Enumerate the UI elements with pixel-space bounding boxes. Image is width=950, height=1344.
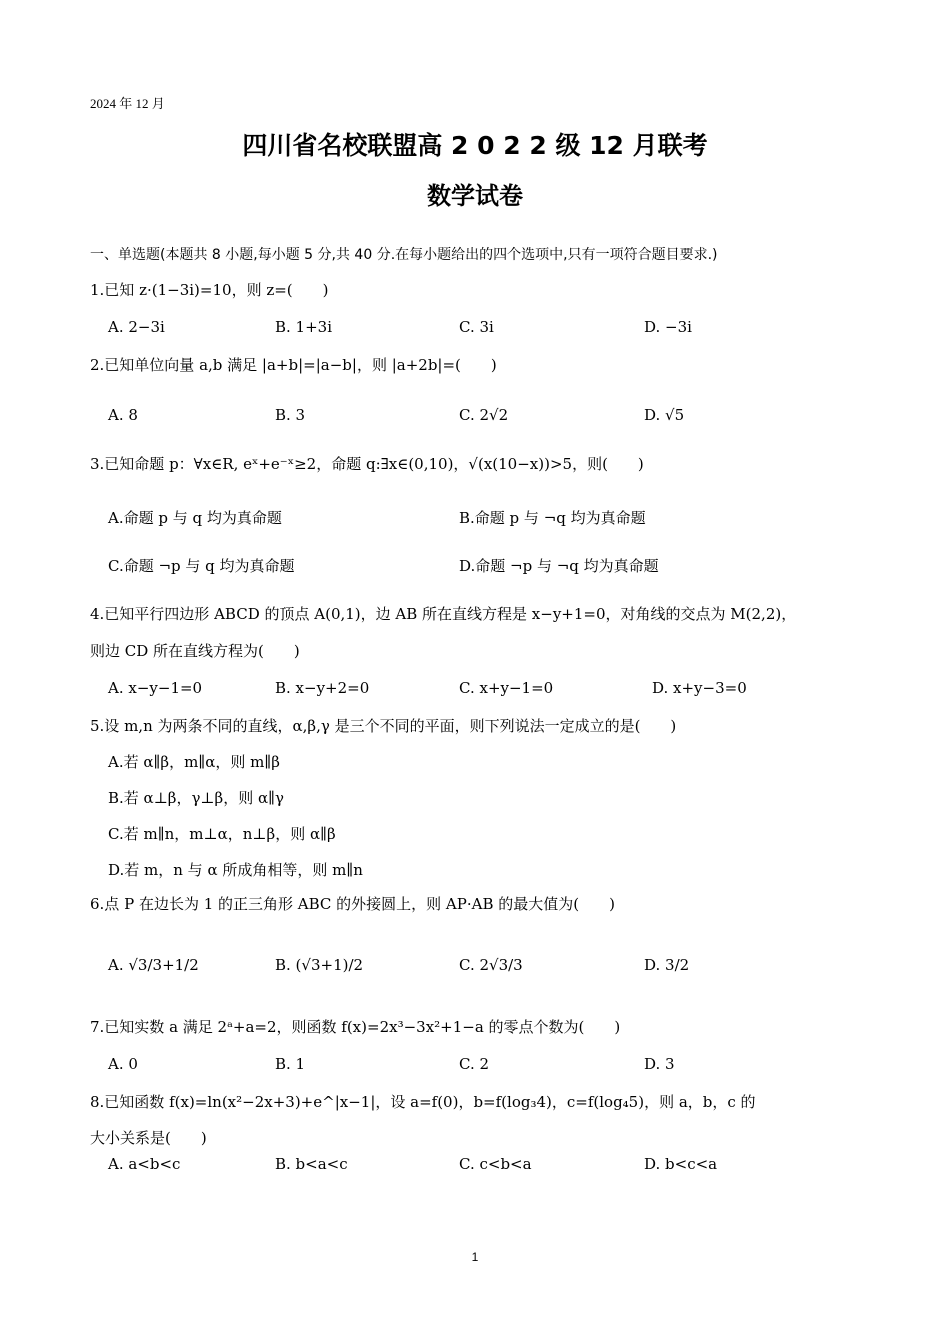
question-6-option-a: A. √3/3+1/2 (108, 956, 199, 974)
question-1-option-c: C. 3i (459, 318, 494, 336)
exam-date: 2024 年 12 月 (90, 96, 165, 111)
question-4-stem: 4.已知平行四边形 ABCD 的顶点 A(0,1)，边 AB 所在直线方程是 x−y+1=0，对角线的交点为 M(2,2)， (90, 605, 797, 623)
question-3-option-c: C.命题 ¬p 与 q 均为真命题 (108, 557, 295, 575)
question-4-option-c: C. x+y−1=0 (459, 679, 554, 697)
question-7-option-b: B. 1 (275, 1055, 306, 1073)
question-2-option-d: D. √5 (644, 406, 685, 424)
question-6-option-d: D. 3/2 (644, 956, 690, 974)
question-2-option-c: C. 2√2 (459, 406, 509, 424)
question-8-option-d: D. b<c<a (644, 1155, 718, 1173)
question-1-option-b: B. 1+3i (275, 318, 333, 336)
question-6-stem: 6.点 P 在边长为 1 的正三角形 ABC 的外接圆上，则 AP·AB 的最大值为( ) (90, 895, 615, 913)
exam-subtitle: 数学试卷 (427, 182, 523, 210)
question-7-option-d: D. 3 (644, 1055, 675, 1073)
question-8-stem: 8.已知函数 f(x)=ln(x²−2x+3)+e^|x−1|，设 a=f(0)，b=f(log₃4)，c=f(log₄5)，则 a，b，c 的 (90, 1093, 756, 1111)
page-number: 1 (471, 1250, 479, 1264)
question-3-option-a: A.命题 p 与 q 均为真命题 (108, 509, 282, 527)
question-1-option-a: A. 2−3i (108, 318, 165, 336)
question-6-option-c: C. 2√3/3 (459, 956, 523, 974)
question-2-option-a: A. 8 (108, 406, 138, 424)
question-7-stem: 7.已知实数 a 满足 2ᵃ+a=2，则函数 f(x)=2x³−3x²+1−a 的零点个数为( ) (90, 1018, 621, 1036)
question-6-option-b: B. (√3+1)/2 (275, 956, 364, 974)
question-3-option-b: B.命题 p 与 ¬q 均为真命题 (459, 509, 646, 527)
question-8-stem-continued: 大小关系是( ) (90, 1129, 207, 1147)
question-5-option-a: A.若 α∥β，m∥α，则 m∥β (108, 753, 280, 771)
question-3-stem: 3.已知命题 p：∀x∈R, eˣ+e⁻ˣ≥2，命题 q:∃x∈(0,10)，√(x(10−x))>5，则( ) (90, 455, 644, 473)
question-8-option-b: B. b<a<c (275, 1155, 348, 1173)
question-5-stem: 5.设 m,n 为两条不同的直线，α,β,γ 是三个不同的平面，则下列说法一定成立的是( ) (90, 717, 677, 735)
question-5-option-b: B.若 α⊥β，γ⊥β，则 α∥γ (108, 789, 285, 807)
question-5-option-d: D.若 m，n 与 α 所成角相等，则 m∥n (108, 861, 363, 879)
question-5-option-c: C.若 m∥n，m⊥α，n⊥β，则 α∥β (108, 825, 336, 843)
question-2-option-b: B. 3 (275, 406, 306, 424)
question-4-option-b: B. x−y+2=0 (275, 679, 370, 697)
question-2-stem: 2.已知单位向量 a,b 满足 |a+b|=|a−b|，则 |a+2b|=( ) (90, 356, 497, 374)
question-7-option-a: A. 0 (108, 1055, 138, 1073)
question-7-option-c: C. 2 (459, 1055, 490, 1073)
question-1-stem: 1.已知 z·(1−3i)=10，则 z=( ) (90, 281, 329, 299)
question-4-option-a: A. x−y−1=0 (108, 679, 203, 697)
section-heading: 一、单选题(本题共 8 小题,每小题 5 分,共 40 分.在每小题给出的四个选项中,只有一项符合题目要求.) (90, 247, 718, 263)
question-4-stem-continued: 则边 CD 所在直线方程为( ) (90, 642, 300, 660)
question-8-option-c: C. c<b<a (459, 1155, 532, 1173)
question-3-option-d: D.命题 ¬p 与 ¬q 均为真命题 (459, 557, 659, 575)
question-4-option-d: D. x+y−3=0 (652, 679, 747, 697)
exam-title: 四川省名校联盟高 2 0 2 2 级 12 月联考 (242, 131, 708, 160)
question-8-option-a: A. a<b<c (108, 1155, 181, 1173)
question-1-option-d: D. −3i (644, 318, 692, 336)
